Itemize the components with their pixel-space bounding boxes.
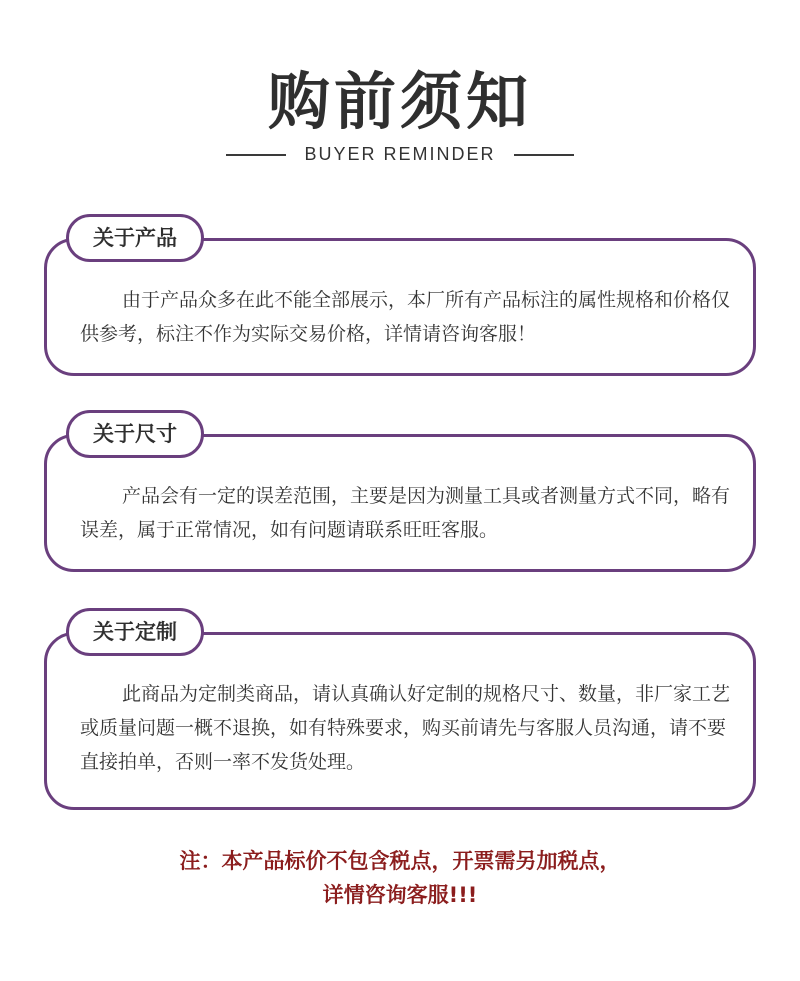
section-product-text: 由于产品众多在此不能全部展示，本厂所有产品标注的属性规格和价格仅供参考，标注不作为实际交易价格，详情请咨询客服！ [80,289,731,345]
tax-note [0,844,800,912]
tax-note-line2: 详情咨询客服!!! [322,883,478,907]
section-size [44,410,756,575]
subtitle-divider-left [226,154,286,156]
subtitle-row [0,144,800,165]
page-title: 购前须知 [267,65,532,138]
section-size-tag: 关于尺寸 [66,410,204,458]
section-product [44,214,756,379]
subtitle-divider-right [514,154,574,156]
section-size-text: 产品会有一定的误差范围，主要是因为测量工具或者测量方式不同，略有误差，属于正常情况，如有问题请联系旺旺客服。 [80,485,731,541]
tax-note-line1: 注：本产品标价不包含税点，开票需另加税点， [179,849,621,873]
section-custom-text: 此商品为定制类商品，请认真确认好定制的规格尺寸、数量，非厂家工艺或质量问题一概不退换，如有特殊要求，购买前请先与客服人员沟通，请不要直接拍单，否则一率不发货处理。 [80,683,731,773]
section-custom-tag: 关于定制 [66,608,204,656]
section-product-tag: 关于产品 [66,214,204,262]
section-custom-box [44,632,756,810]
section-custom [44,608,756,813]
page-subtitle: BUYER REMINDER [304,144,496,164]
